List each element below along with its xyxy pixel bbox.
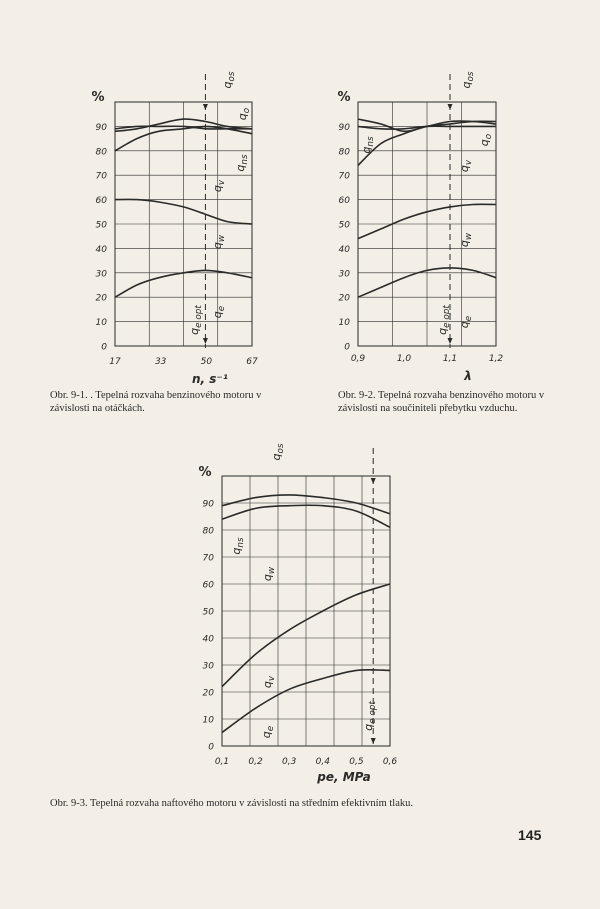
y-tick-label: 10 <box>202 715 214 726</box>
x-tick-label: 0,9 <box>350 354 366 364</box>
x-tick-label: 17 <box>109 357 121 367</box>
x-axis-label: pe, MPa <box>317 770 371 784</box>
annotation-q-ns: $q_{ns}$ <box>230 537 246 555</box>
y-axis-label: % <box>198 465 212 480</box>
x-axis-label: n, s⁻¹ <box>191 372 229 386</box>
annotation-q-ns: $q_{ns}$ <box>234 154 250 172</box>
y-tick-label: 20 <box>338 293 350 304</box>
y-tick-label: 60 <box>338 196 350 207</box>
y-tick-label: 10 <box>338 318 350 329</box>
x-tick-label: 0,4 <box>315 757 330 767</box>
annotation-q-e-opt: $q_{e opt}$ <box>362 701 378 731</box>
annotation-q-w: $q_w$ <box>261 566 277 582</box>
figure-caption-1: Obr. 9-1. . Tepelná rozvaha benzinového motoru v závislosti na otáčkách. <box>50 390 262 414</box>
y-axis-label: % <box>91 90 105 105</box>
y-tick-label: 20 <box>95 293 107 304</box>
y-tick-label: 50 <box>95 220 107 231</box>
y-tick-label: 90 <box>338 122 350 133</box>
x-tick-label: 1,1 <box>442 354 458 364</box>
x-tick-label: 0,1 <box>214 757 230 767</box>
annotation-q-os: $q_{os}$ <box>270 443 286 461</box>
chart-fig3 <box>198 443 397 784</box>
annotation-q-w: $q_w$ <box>458 232 474 248</box>
annotation-q-ns: $q_{ns}$ <box>360 136 376 154</box>
arrow-mark <box>203 104 208 110</box>
chart-fig2 <box>337 71 503 383</box>
y-tick-label: 20 <box>202 688 214 699</box>
arrow-mark <box>371 478 376 484</box>
annotation-q-os: $q_{os}$ <box>221 71 237 89</box>
x-tick-label: 33 <box>154 357 167 367</box>
annotation-q-w: $q_w$ <box>211 234 227 250</box>
annotation-q-v: $q_v$ <box>261 675 277 689</box>
x-tick-label: 67 <box>246 357 258 367</box>
x-axis-label: λ <box>464 369 472 383</box>
x-tick-label: 1,0 <box>396 354 412 364</box>
annotation-q-e-opt: $q_{e opt}$ <box>436 305 452 335</box>
annotation-q-o: $q_o$ <box>478 133 494 147</box>
y-tick-label: 0 <box>208 742 214 753</box>
y-tick-label: 40 <box>95 244 107 255</box>
annotation-q-e: $q_e$ <box>458 315 474 329</box>
arrow-mark <box>371 738 376 744</box>
x-tick-label: 1,2 <box>488 354 504 364</box>
figure-caption-2: Obr. 9-2. Tepelná rozvaha benzinového motoru v závislosti na součiniteli přebytku vzduchu. <box>338 390 545 414</box>
y-tick-label: 90 <box>202 499 214 510</box>
y-tick-label: 50 <box>202 607 214 618</box>
figure-caption-3: Obr. 9-3. Tepelná rozvaha naftového motoru v závislosti na středním efektivním tlaku. <box>50 798 413 809</box>
y-tick-label: 70 <box>202 553 214 564</box>
y-tick-label: 80 <box>95 147 107 158</box>
annotation-q-v: $q_v$ <box>211 179 227 193</box>
arrow-mark <box>448 104 453 110</box>
annotation-q-e: $q_e$ <box>260 725 276 739</box>
x-tick-label: 0,6 <box>382 757 398 767</box>
page-number: 145 <box>518 827 542 843</box>
annotation-q-e: $q_e$ <box>211 305 227 319</box>
y-tick-label: 50 <box>338 220 350 231</box>
y-tick-label: 10 <box>95 318 107 329</box>
x-tick-label: 50 <box>200 357 213 367</box>
y-tick-label: 60 <box>202 580 214 591</box>
annotation-q-o: $q_o$ <box>236 107 252 121</box>
annotation-q-os: $q_{os}$ <box>460 71 476 89</box>
y-tick-label: 80 <box>338 147 350 158</box>
y-tick-label: 70 <box>338 171 350 182</box>
annotation-q-v: $q_v$ <box>458 159 474 173</box>
y-tick-label: 0 <box>101 342 107 353</box>
y-tick-label: 0 <box>344 342 350 353</box>
arrow-mark <box>203 338 208 344</box>
y-tick-label: 30 <box>202 661 214 672</box>
y-tick-label: 90 <box>95 122 107 133</box>
arrow-mark <box>448 338 453 344</box>
y-tick-label: 30 <box>95 269 107 280</box>
x-tick-label: 0,3 <box>282 757 297 767</box>
x-tick-label: 0,2 <box>248 757 263 767</box>
y-tick-label: 60 <box>95 196 107 207</box>
y-tick-label: 80 <box>202 526 214 537</box>
x-tick-label: 0,5 <box>349 757 364 767</box>
y-tick-label: 40 <box>338 244 350 255</box>
y-axis-label: % <box>337 90 351 105</box>
chart-fig1 <box>91 71 258 386</box>
y-tick-label: 70 <box>95 171 107 182</box>
annotation-q-e-opt: $q_{e opt}$ <box>188 305 204 335</box>
y-tick-label: 40 <box>202 634 214 645</box>
y-tick-label: 30 <box>338 269 350 280</box>
